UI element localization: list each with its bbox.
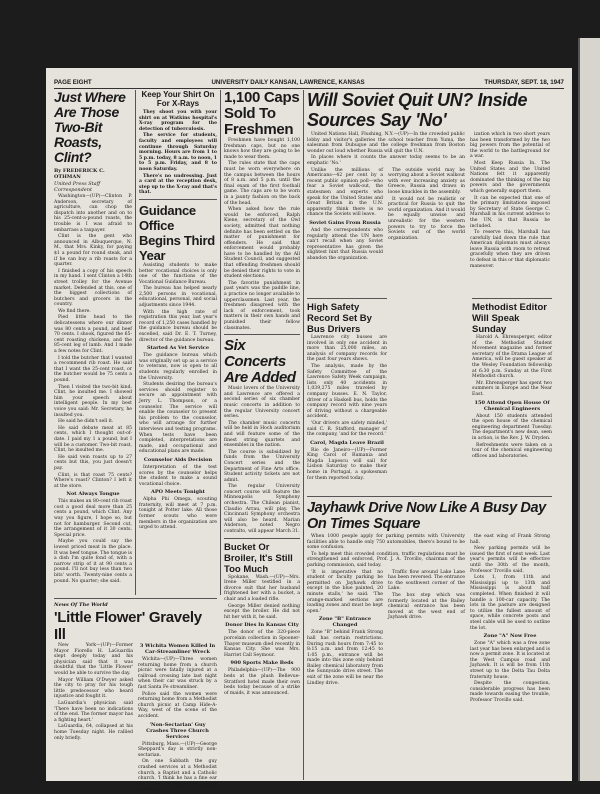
paragraph: Then I visited the two-bit kind. Clint, he insulted me. I showed him your speech about intelligent people. In my best voice you said: Mr. Secretary, he insulted you.	[54, 384, 132, 418]
divider	[307, 496, 552, 497]
paragraph: Lots 1, from 11th and Mississippi up to 13th and Mississippi is about half completed. When finished it will handle a 100-car capacity. The lots in the pasture are designed to utilize the fullest amount of space, while concrete posts and steel cable will be used to outline the lot.	[470, 575, 550, 631]
subhead: Not Always Tongue	[66, 491, 120, 498]
paragraph: The analysis, made by the Safety Committee of the Lawrence Safety Week campaign, lists only 40 accidents in 1,039,275 miles traveled by company busses. E. N. Taylor, driver of a Haskell bus, holds the company record with nine years of driving without a chargeable accident.	[307, 363, 387, 420]
paragraph: Zone "B" behind Frank Strong hall has certain restrictions. During rush hours from 7:45 to 8:15 a.m. and from 12:45 to 1:05 p.m., entrance will be made into this zone only behind Bailey chemical laboratory from the Sunnyside drive street. The exit of the zone will be near the Lindley drive.	[307, 630, 383, 686]
paragraph: Mayor William O'Dwyer asked the city to pray for his tough little predecessor who heard injustice and fought it.	[54, 677, 133, 700]
headline-jayhawk: Jayhawk Drive Now Like A Busy Day On Times Square	[307, 500, 546, 532]
paragraph: Music lovers of the University and Lawrence are offered a second series of six chamber music concerts in addition to the regular University concert series.	[224, 386, 300, 420]
paragraph: Despite the congestion, considerable progress has been made towards easing the trouble, Professor Trovillo said.	[470, 681, 550, 704]
subhead: Soviet Gains From Russia	[309, 219, 381, 226]
block-little-flower	[54, 598, 217, 793]
paragraph: Traffic flow around Lake Lane has been reversed. The entrance to the southwest corner of the Lake.	[388, 569, 465, 592]
paragraph: 'Our drivers are safety minded,' said C. R. Stafford, manager of the company, 'and for the record.'	[307, 420, 387, 438]
paragraph: The rules state that the caps must be worn everywhere on the campus between the hours of 8 a.m. and 5 p.m. until the final exam of the first football game. The caps are to be worn in a jaunty fashion on the back of the head.	[224, 161, 300, 206]
headline-caps: 1,100 Caps Sold To Freshmen	[224, 89, 300, 138]
column-a	[54, 643, 133, 794]
paragraph: And the correspondents who regularly attend the UN here can't recall when any Soviet representative has given the slightest hint that Russia would abandon the organization.	[307, 227, 383, 261]
soviet-columns	[307, 132, 552, 270]
paragraph: The donor of the 320-piece porcelain collection in Spooner-Thayer museum died recently in Kansas City. She was Mrs. Harriet Call Seymour.	[224, 630, 300, 658]
jayhawk-main	[307, 534, 465, 705]
paragraph: Wichita—(UP)—Three women returning home from a church picnic were fatally injured at a railroad crossing late last night when their car was struck by a fast Santa Fe streamliner.	[138, 657, 217, 690]
headline-safety: High Safety Record Set By Bus Drivers	[307, 302, 372, 335]
subhead: Donor Dies In Kansas City	[225, 622, 299, 629]
divider	[472, 298, 552, 299]
paragraph: Assisting students to make better vocational choices is only one of the functions of the Vocational Guidance Bureau.	[139, 262, 217, 285]
column-xray-guidance	[139, 90, 217, 595]
headline-guidance: Guidance Office Begins Third Year	[139, 202, 215, 263]
paragraph: We find there.	[58, 308, 91, 314]
paragraph: Freshmen have bought 1,100 freshman caps, but no one knows how they are going to be made to wear them.	[224, 138, 300, 160]
block-jayhawk	[307, 496, 552, 778]
paragraph: The chamber music concerts will be held in Hoch auditorium and will feature some of the finest string quartets and ensembles in the nation.	[224, 420, 300, 449]
headline-concerts: Six Concerts Are Added	[224, 337, 296, 387]
paragraph: Police said the women were returning home from a Methodist church picnic at Camp Hide-A-Way, west of the scene of the accident.	[138, 691, 217, 719]
jayhawk-subcolumns	[307, 570, 465, 688]
section-label: News Of The World	[54, 602, 108, 608]
paragraph: He said vein roasts up to 27 cents but this, you just doesn't pay.	[54, 454, 132, 471]
paragraph: When 1000 people apply for parking permits with University facilities able to handle only 750 automobiles, there's bound to be some confusion.	[307, 534, 465, 551]
paragraph: Clint is the gent who announced in Albuquerque, N. M., that Mrs. Kinky, for paying $1 a pound for round steak, and if he can buy a rib roasts for a quarter.	[54, 234, 132, 268]
divider	[307, 298, 387, 299]
paragraph: To reserve this, Marshall has carefully laid down the rule that American diplomats must always leave Russia with room to retreat gracefully when they are driven to defeat in this or that diplomatic maneuver.	[470, 230, 551, 269]
folio-line	[54, 76, 564, 89]
paragraph: Clint, is that roast 75 cents? Where's roast? Clinton? I left it at the store.	[54, 472, 132, 489]
paragraph: Students desiring the bureau's services should register to secure an appointment with Jerry L. Thompson, or a counselor. The service will enable the counselor to present his problem to the counselor, who will arrange for further interviews and testing programs. When tests have been completed, interpretations are made, and occupational and educational plans are made.	[139, 382, 217, 455]
soviet-col-c	[470, 132, 550, 270]
divider	[139, 199, 217, 200]
issue-date: THURSDAY, SEPT. 18, 1947	[484, 78, 564, 86]
paragraph: Spokane, Wash.—(UP)—Mrs. Irene Miller testified in a divorce suit that her husband frightened her with a bucket, a chair and a loaded rifle.	[224, 574, 300, 602]
paragraph: New parking permits will be issued the first of next week. Last year's permits will be effective until the 30th of the month, Professor Trovillo said.	[470, 546, 550, 574]
column-caps-concerts	[224, 90, 300, 780]
soviet-col-a	[307, 168, 383, 263]
little-flower-columns	[54, 643, 217, 794]
subhead: 'Non-Sectarian' Guy Crashes Three Church Services	[146, 721, 209, 740]
headline-xrays: Keep Your Shirt On For X-Rays	[141, 90, 215, 108]
subhead: Counselor Aids Decision	[143, 456, 213, 463]
paragraph: He said debate meat at 85 cents, which I thought out-of-date. I paid my 1 a pound, but I will be a customer. Two-bit roast, Clint, he insulted me.	[54, 425, 132, 454]
headline-little-flower: 'Little Flower' Gravely Ill	[54, 609, 202, 643]
adjacent-page-edge	[578, 38, 600, 781]
paragraph: To help meet this crowded condition, traffic regulations must be strengthened and enforced, Prof. J. A. Trovillo, chairman of the parking commission, said today.	[307, 551, 465, 568]
paragraph: I finished a copy of his speech in my hand. I sent Clinton a 14th street trolley for the Avenue market. Defended at this, one of the biggest collections of butchers and grocers in the country.	[54, 268, 132, 308]
byline: By FREDERICK C. OTHMAN	[54, 168, 105, 180]
byline-credit: United Press Staff Correspondent	[54, 181, 101, 193]
paragraph: With the high rate of registration this year, last year's record of 1,250 cases handled by the guidance bureau should be excelled, said Dr. E. T. Turney, director of the guidance bureau.	[139, 309, 217, 343]
paragraph: United Nations Hall, Flushing, N.Y.—(UP)—In the crowded public lobby and visitor's galleries the school teacher from Yuma, the salesman from Dubuque and the college freshman from Boston wonder out loud whether Russia will quit the U.N.	[307, 132, 465, 154]
subhead: Carol, Magda Leave Brazil	[310, 439, 384, 446]
paragraph: George Miller denied nothing except the broiler. He did not hit her with it, he said.	[224, 603, 300, 620]
paragraph: The favorite punishment in past years was the paddle line, a practice no longer available to upperclassmen. Last year, the freshmen disagreed with the lack of enforcement, took matters in their own hands and punished their fellow classmates.	[224, 280, 300, 331]
column-coats	[54, 90, 132, 595]
block-methodist	[472, 298, 552, 488]
paragraph: Refreshments were taken on a tour of the chemical engineering offices and laboratories.	[472, 442, 552, 459]
paragraph: 'It is imperative that no student or faculty parking be permitted on Jayhawk drive except in the blue painted, 20 minute stalls,' he said. 'The orange-marked sections are loading zones and must be kept open.'	[307, 569, 383, 614]
subhead: Started As Vet Service	[146, 345, 210, 352]
jayhawk-col-c	[470, 534, 550, 705]
block-safety	[307, 298, 387, 488]
headline-two-bit-roasts: Just Where Are Those Two-Bit Roasts, Clint?	[54, 89, 126, 165]
paragraph: When asked how the rule would be enforced, Ralph Kiene, secretary of the Owl society, admitted that nothing definite has been settled on the matter of punishment for offenders. He said that enforcement would probably have to be handled by the All Student Council, and suggested that offending freshmen should be denied their rights to vote in student elections.	[224, 207, 300, 280]
paragraph: In places where it counts the answer today seems to be an emphatic 'No.'	[307, 155, 465, 166]
paragraph: This makes an 80-cent rib roast cost a good deal more than 25 cents a pound, which Clint. Any way you figure, I hope so, but not for hamburger. Second cut, the arrangement of it 30 cents. Special price.	[54, 499, 132, 538]
paragraph: Harold A. Ehrensperger, editor of the Methodist Student Movement magazine and former secretary of the Drama League of America, will be guest speaker at the Wesley Foundation fellowship at 6:30 p.m. Sunday at the First Methodist church.	[472, 335, 552, 380]
paragraph: There's no undressing. Just a card at the reception desk, step up to the X-ray and that's that.	[139, 173, 218, 196]
paragraph: the east wing of Frank Strong hall.	[470, 534, 550, 545]
paragraph: Lawrence city busses are involved in only one accident in more than 25,000 miles, an analysis of company records for the past four years shows.	[307, 335, 387, 363]
paragraph: Unlike the millions of Americans—42 per cent by a recent public opinion poll—who fear a Soviet walk-out, the statesmen and experts who speak for the United States and Great Britain in the U.N. apparently think there is no chance the Soviets will leave.	[307, 167, 383, 218]
page-number: PAGE EIGHT	[54, 78, 92, 86]
paragraph: Maybe you could say the lowest priced meat in the place. It was beef tongue. The tongue is a dish I'm quite fond of, with a narrow strip of it at 90 cents a pound. I'll not buy less than two bits' worth. Twenty-nine cents a pound. No quarter; she said.	[54, 539, 132, 584]
paragraph: Philadelphia—(UP)—The 900 beds at the plush Bellevue-Stratford hotel made their own beds today because of a strike of maids, it was announced.	[224, 668, 300, 696]
subhead: Zone "A" Now Free	[483, 633, 537, 640]
paragraph: The course is subsidized by funds from the University Concert series and the Department of Fine Arts office. Student activity tickets are not admit.	[224, 449, 300, 483]
story-body	[54, 194, 132, 584]
column-b	[138, 643, 217, 794]
soviet-subcolumns	[307, 168, 465, 263]
soviet-main	[307, 132, 465, 270]
paragraph: The box step which was formerly located at the Bailey chemical entrance has been moved at the west end of Jayhawk drive.	[388, 592, 465, 621]
subhead: APO Meets Tonight	[151, 489, 205, 496]
headline-bucket: Bucket Or Broiler, It's Still Too Much	[224, 541, 293, 575]
soviet-col-b	[388, 168, 465, 263]
subhead: Zone "B" Entrance Changed	[318, 616, 372, 629]
paragraph: Alpha Phi Omega, scouting fraternity, will meet at 7 p.m. tonight at Potter lake. All those former scouts who were members in the organization are urged to attend.	[139, 497, 217, 531]
paragraph: Zone "A" which was a free zone last year has been enlarged and is now a permit zone. It is located at the West Campus road and Jayhawk. It is will be from 11th street up to the Delta Tau Delta fraternity house.	[470, 641, 550, 680]
jayhawk-col-b	[388, 570, 465, 688]
paragraph: LaGuardia, 64, collapsed at his home Tuesday night. He rallied only briefly.	[54, 724, 133, 741]
headline-methodist: Methodist Editor Will Speak Sunday	[472, 302, 547, 335]
paragraph: It can be expected that one of the primary limitations imposed by Secretary of State George C. Marshall in his current address to the UN, is that Russia be included.	[470, 195, 550, 229]
paragraph: They shoot you with your shirt on at Watkins hospital's X-ray program for the detection of tuberculosis.	[139, 110, 217, 132]
subhead: 3 Wichita Women Killed In Car-Streamliner Wreck	[139, 643, 216, 655]
paragraph: Pittsburg, Mass.—(UP)—George Sheppard's day is strictly non-sectarian.	[138, 741, 217, 758]
paragraph: Interpretation of the test scores by the counselor helps the student to make a sound vocational choice.	[139, 464, 217, 487]
paragraph: About 150 students attended the open house of the chemical engineering department Tuesday. The department's new dean, seen in action, is the Rev. J. W. Dryden.	[472, 413, 552, 441]
jayhawk-col-a	[307, 570, 383, 688]
paragraph: The outside world may be worrying about a Soviet walkout with ever increasing anxiety as Greece, Russia and draws in loose knuckles in the assembly.	[388, 167, 465, 195]
paragraph: The regular University concert course will feature the Minneapolis Symphony orchestra. The Chilean pianist, Claudio Arrau, will play. The Cincinnati Symphony orchestra will also be heard. Marian Anderson, noted Negro contralto, will appear March 31.	[224, 484, 300, 535]
paragraph: I told the butcher that I wanted a recommend rib roast. He said that I want the 25-cent roast, or the butcher would be 75 cents a pound.	[54, 355, 132, 383]
column-rule	[303, 90, 304, 780]
subhead: 900 Sports Make Beds	[230, 660, 294, 667]
paragraph: Pied little head to the delicatessens where our dinner was 80 cents a pound, and beef 70 cents. I shook, figured the 65-cent roasting chickens, and the 85-cent leg of lamb. And I made a few notes for Clint.	[54, 315, 132, 355]
paragraph: The bureau has helped nearly 2,500 persons in vocational, educational, personal, and social adjustments since 1944.	[139, 286, 217, 309]
subhead: 150 Attend Open House Of Chemical Engineers	[474, 399, 550, 412]
column-rule	[220, 90, 221, 595]
paragraph: On one Sabbath the guy crashed services at a Methodist church, a Baptist and a Catholic church. 'I think he has a fine ear for organ music,' his pastor commented.	[138, 759, 217, 793]
divider	[54, 598, 217, 599]
paragraph: Rio de Janeiro—(UP)—Former King Carol of Rumania and Magda Lupescu will sail for Lisbon Saturday to make their home in Portugal, a spokesman for them reported today.	[307, 447, 387, 481]
divider	[224, 334, 300, 335]
jayhawk-columns	[307, 534, 552, 705]
paragraph: ization which in two short years has been transformed by the two big powers from the potential of the world to the battleground for a war.	[470, 132, 550, 160]
paragraph: It would not be realistic or practical for Russia to quit the world organization. And it would be equally unwise and unrealistic for the western powers to try to force the Soviets out of the world organization.	[388, 196, 465, 241]
paragraph: Most Keep Russia In. The United States and the United Nations felt it apparently dominated the thinking of the big powers and the governments which generally support them.	[470, 160, 550, 194]
paragraph: The service for students, faculty and employees will continue through Saturday morning. Hours are from 1 to 5 p.m. today, 8 a.m. to noon, 1 to 5 p.m. Friday, and 8 to noon Saturday.	[139, 133, 217, 172]
paragraph: New York—(UP)—Former Mayor Fiorello H. LaGuardia slept deeply today and his physician said that it was doubtful that the 'Little Flower' would be able to survive the day.	[54, 643, 133, 676]
paragraph: He said he didn't sell it.	[58, 419, 114, 425]
newspaper-page	[46, 68, 572, 793]
headline-soviet: Will Soviet Quit UN? Inside Sources Say 'No'	[307, 90, 528, 130]
paragraph: The guidance bureau which was originally set up as a service to veterans, now is open to all students regularly enrolled in the University.	[139, 353, 217, 381]
column-rule	[135, 90, 136, 595]
divider	[224, 538, 300, 539]
paragraph: Mr. Ehrensperger has spent two summers in Europe and the Near East.	[472, 380, 552, 397]
paragraph: Washington—(UP)—Clinton P. Anderson, secretary of agriculture, can chop the dispatch into another and on to his 25-cent-a-pound roasts, the trouble is I was afraid to embarrass a taxpayer.	[54, 194, 132, 233]
paragraph: LaGuardia's physician said 'There have been no indications of the end. The former mayor has a fighting heart.'	[54, 700, 133, 723]
newspaper-name: UNIVERSITY DAILY KANSAN, LAWRENCE, KANSAS	[211, 78, 365, 86]
